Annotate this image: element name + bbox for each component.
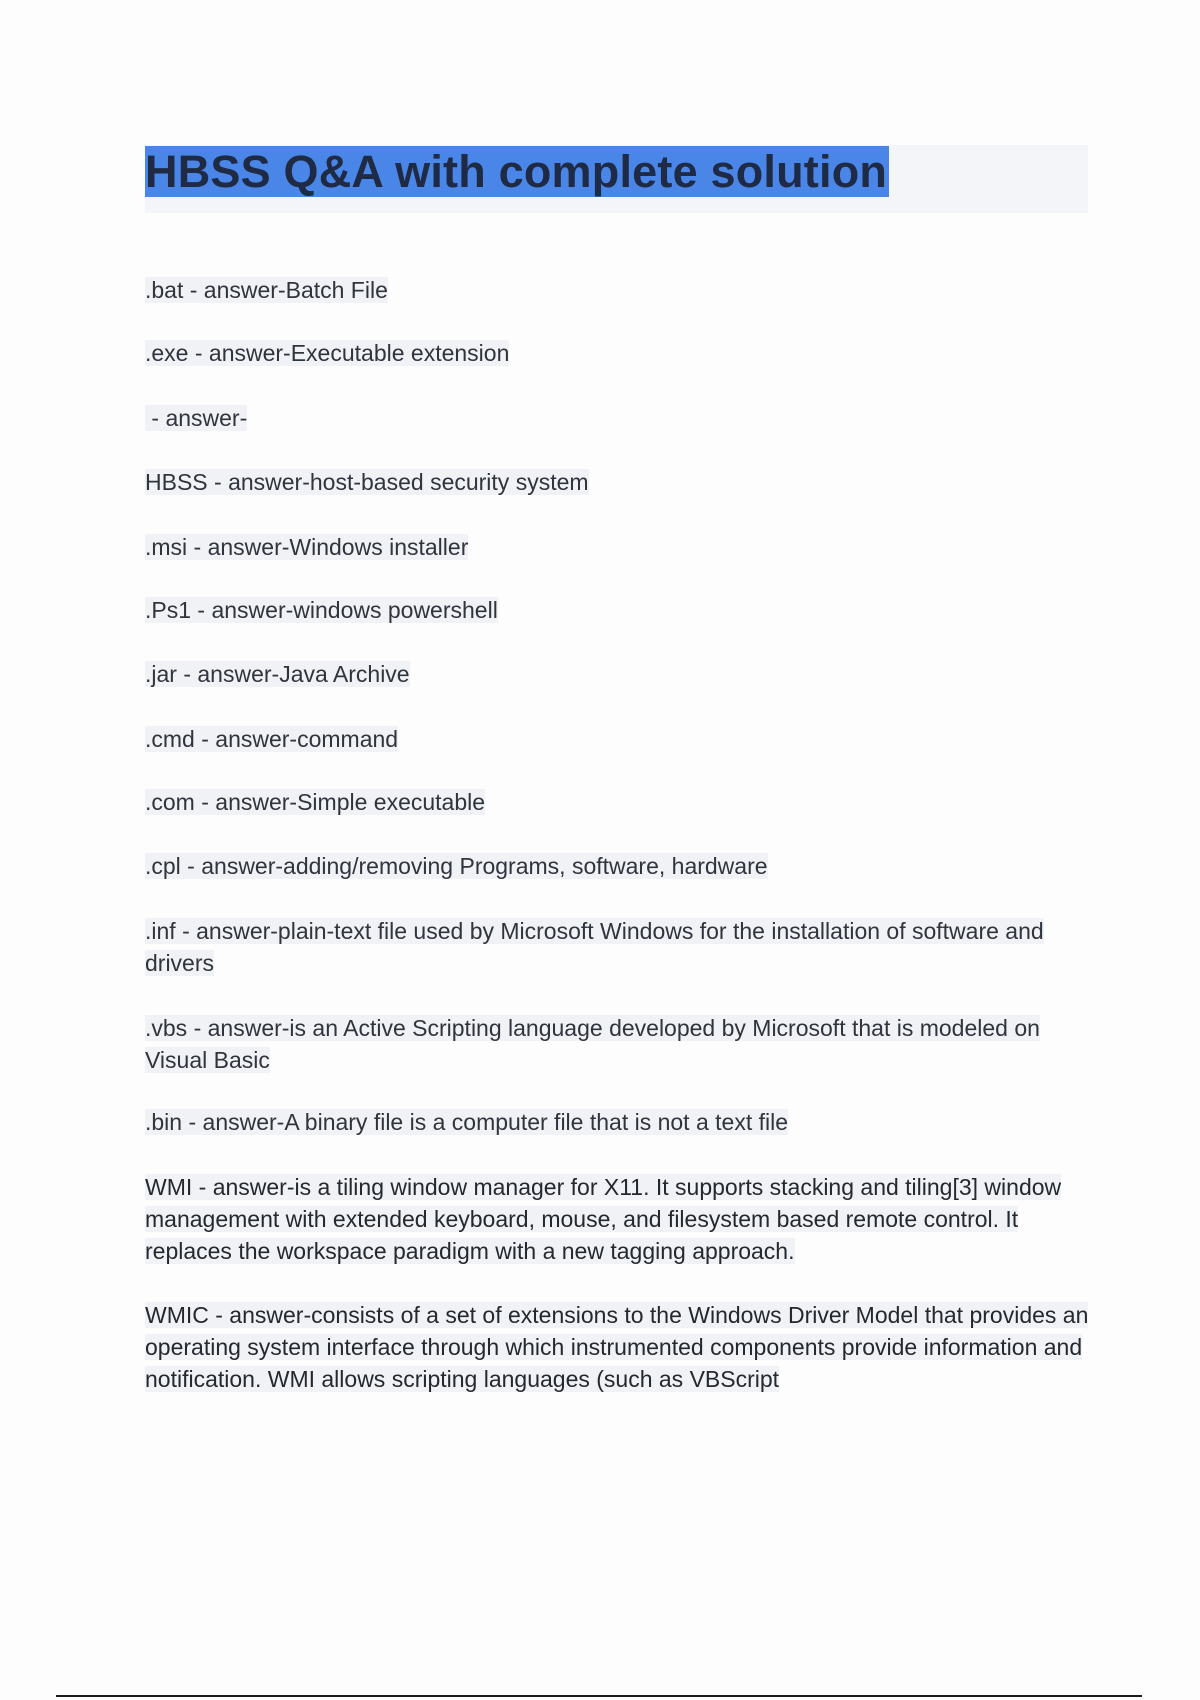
- footer-divider: [56, 1695, 1142, 1697]
- qa-entry-exe: [145, 337, 1090, 369]
- qa-entry-text: .bin - answer-A binary file is a computer file that is not a text file: [145, 1109, 789, 1135]
- qa-entry-ps1: [145, 594, 1090, 626]
- qa-entry-text: WMIC - answer-consists of a set of extensions to the Windows Driver Model that provides an operating system interface through which instrumented components provide information and notification. WMI allows scripting languages (such as VBScript: [145, 1302, 1089, 1392]
- qa-entry-text: .Ps1 - answer-windows powershell: [145, 597, 498, 623]
- qa-entry-text: .cpl - answer-adding/removing Programs, software, hardware: [145, 853, 768, 879]
- qa-entry-inf: [145, 915, 1090, 979]
- qa-entry-text: WMI - answer-is a tiling window manager for X11. It supports stacking and tiling[3] window management with extended keyboard, mouse, and filesystem based remote control. It replaces the workspace paradigm with a new tagging approach.: [145, 1174, 1062, 1264]
- page-title[interactable]: HBSS Q&A with complete solution: [145, 146, 888, 197]
- qa-entry-blank: [145, 402, 1090, 434]
- qa-entry-wmic: [145, 1299, 1090, 1395]
- qa-entry-vbs: [145, 1012, 1090, 1076]
- qa-entry-cpl: [145, 850, 1090, 882]
- qa-entry-jar: [145, 658, 1090, 690]
- qa-entry-text: .exe - answer-Executable extension: [145, 340, 510, 366]
- qa-entry-text: .msi - answer-Windows installer: [145, 534, 469, 560]
- qa-entry-text: HBSS - answer-host-based security system: [145, 469, 589, 495]
- qa-entry-text: - answer-: [145, 405, 248, 431]
- qa-entry-com: [145, 786, 1090, 818]
- qa-entry-cmd: [145, 723, 1090, 755]
- qa-entry-text: .inf - answer-plain-text file used by Microsoft Windows for the installation of software and drivers: [145, 918, 1044, 976]
- qa-entry-bin: [145, 1106, 1090, 1138]
- qa-entry-text: .vbs - answer-is an Active Scripting language developed by Microsoft that is modeled on Visual Basic: [145, 1015, 1040, 1073]
- qa-entry-msi: [145, 531, 1090, 563]
- qa-entry-wmi: [145, 1171, 1090, 1267]
- qa-entry-text: .jar - answer-Java Archive: [145, 661, 410, 687]
- qa-entry-bat: [145, 274, 1090, 306]
- qa-entry-hbss: [145, 466, 1090, 498]
- qa-entry-text: .com - answer-Simple executable: [145, 789, 486, 815]
- qa-entry-text: .cmd - answer-command: [145, 726, 399, 752]
- qa-entry-text: .bat - answer-Batch File: [145, 277, 388, 303]
